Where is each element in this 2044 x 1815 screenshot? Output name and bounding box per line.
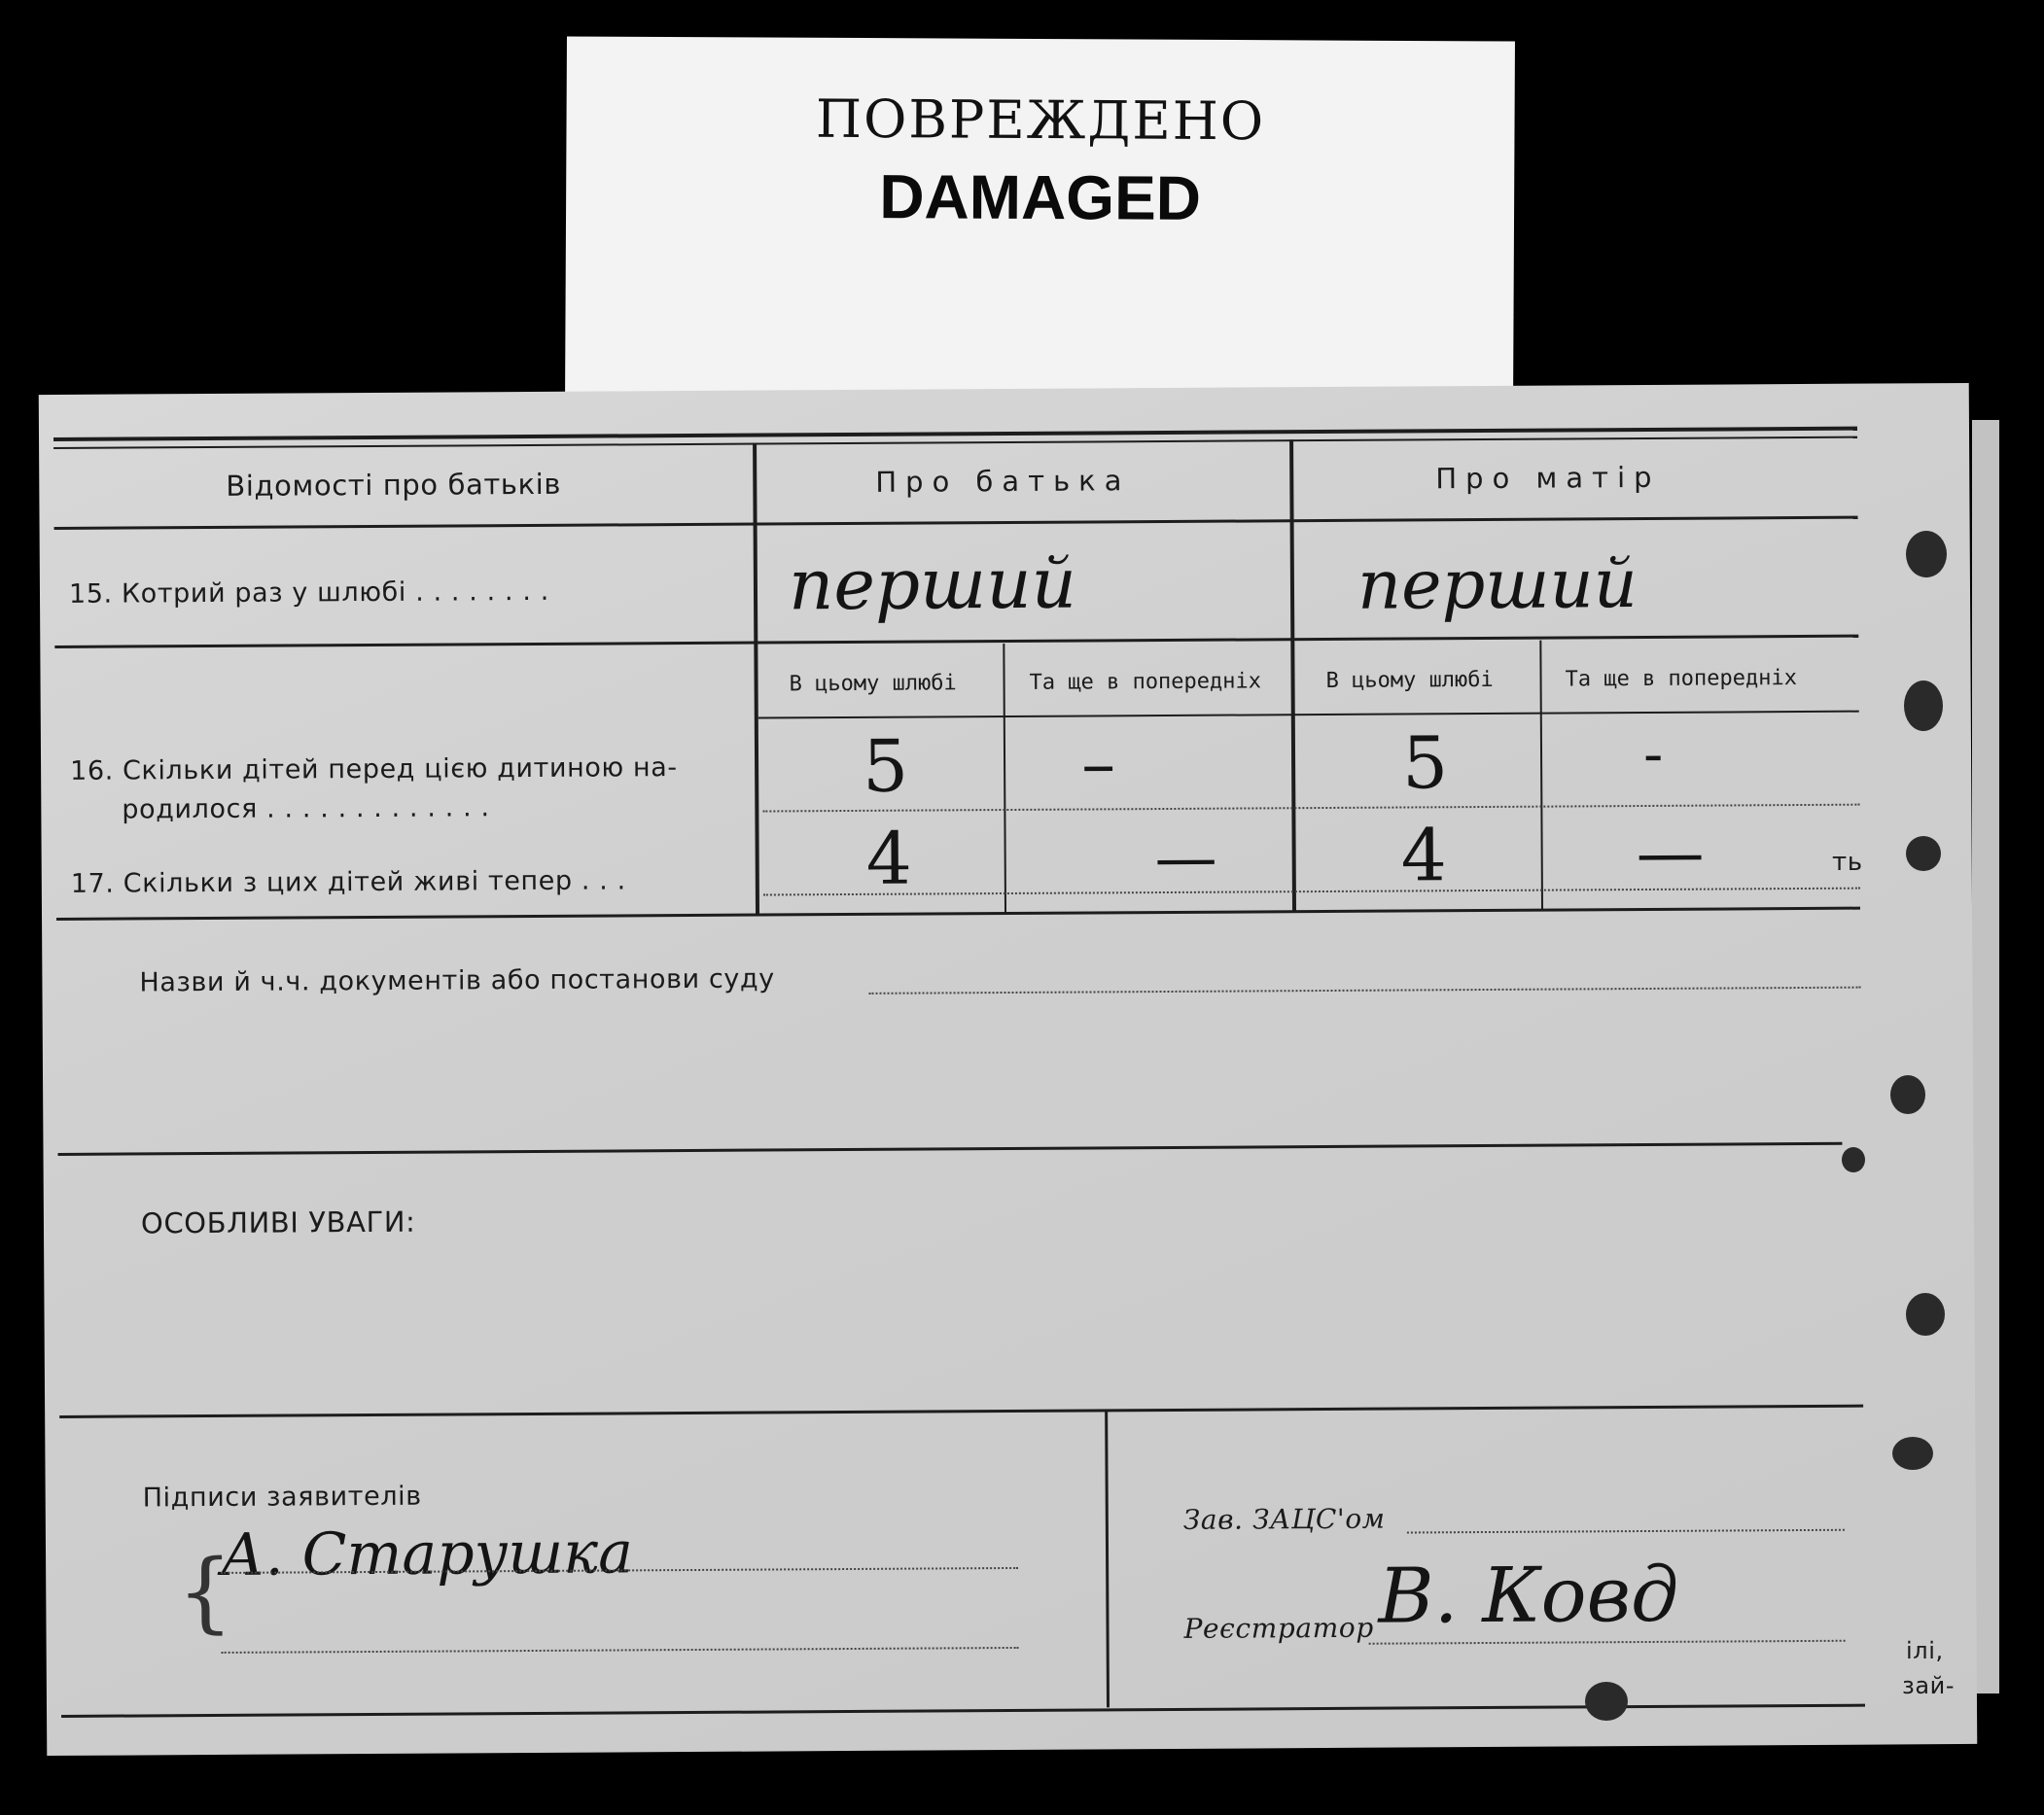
col-divider-1 — [753, 443, 759, 915]
registrar-label: Реєстратор — [1183, 1611, 1374, 1645]
row15-label: 15. Котрий раз у шлюбі . . . . . . . . — [68, 576, 549, 610]
document-sheet — [39, 383, 1978, 1756]
header-rule — [54, 516, 1858, 530]
row17-father-prev: — — [1154, 821, 1217, 895]
col-divider-2 — [1289, 439, 1296, 911]
applicant-signature: А. Старушка — [220, 1518, 634, 1589]
header-mother: Про матір — [1435, 460, 1661, 496]
edge-fragment-2: ілі, — [1906, 1637, 1944, 1664]
documents-dotted-line — [869, 987, 1861, 995]
binding-hole-5 — [1842, 1147, 1865, 1172]
sheet-edge — [1972, 420, 1999, 1693]
row16-father-prev: – — [1080, 723, 1116, 804]
remarks-label: ОСОБЛИВІ УВАГИ: — [140, 1204, 416, 1240]
row16-mother-prev: - — [1642, 719, 1664, 789]
row15-mother-value: перший — [1357, 543, 1639, 625]
registrar-line — [1369, 1640, 1846, 1645]
header-father: Про батька — [875, 464, 1131, 499]
edge-fragment-1: ть — [1832, 848, 1863, 877]
binding-hole-6 — [1906, 1293, 1945, 1336]
row16-mother-this: 5 — [1401, 721, 1449, 806]
applicant-line-2 — [222, 1647, 1019, 1654]
subcol-divider-mother — [1539, 641, 1543, 910]
table-bottom-rule — [56, 907, 1860, 921]
remarks-rule — [59, 1405, 1863, 1418]
registrar-signature: В. Ковд — [1378, 1551, 1679, 1641]
row17-father-this: 4 — [865, 817, 913, 901]
row16-father-this: 5 — [862, 724, 909, 809]
applicants-label: Підписи заявителів — [142, 1481, 422, 1514]
header-parents-info: Відомості про батьків — [226, 467, 562, 503]
row16-label-line2: родилося . . . . . . . . . . . . . — [122, 792, 490, 825]
subcol-divider-father — [1003, 644, 1006, 913]
damaged-label-card — [565, 36, 1515, 408]
binding-hole-7 — [1892, 1437, 1933, 1470]
damaged-label-en: DAMAGED — [879, 161, 1202, 233]
head-label: Зав. ЗАЦС'ом — [1182, 1502, 1386, 1536]
binding-hole-2 — [1904, 681, 1943, 731]
ink-blot — [1585, 1682, 1628, 1721]
subheader-rule — [758, 711, 1859, 719]
damaged-label-ru: ПОВРЕЖДЕНО — [815, 87, 1266, 153]
subheader-father-this: В цьому шлюбі — [789, 671, 957, 697]
documents-rule — [58, 1142, 1843, 1156]
subheader-father-prev: Та ще в попередніх — [1029, 669, 1262, 695]
row15-father-value: перший — [788, 541, 1077, 626]
binding-hole-1 — [1906, 531, 1947, 577]
edge-fragment-3: зай- — [1902, 1672, 1956, 1699]
binding-hole-4 — [1890, 1075, 1925, 1114]
row17-mother-this: 4 — [1400, 814, 1448, 898]
subheader-mother-prev: Та ще в попередніх — [1565, 666, 1798, 692]
applicants-brace: { — [176, 1540, 234, 1644]
documents-label: Назви й ч.ч. документів або постанови суду — [139, 963, 775, 998]
row17-label: 17. Скільки з цих дітей живі тепер . . . — [70, 865, 626, 899]
subheader-mother-this: В цьому шлюбі — [1325, 667, 1494, 693]
row17-mother-prev: — — [1636, 812, 1705, 893]
row16-label-line1: 16. Скільки дітей перед цією дитиною на- — [70, 752, 678, 786]
row16-dotted-rule — [762, 804, 1859, 813]
row15-rule — [54, 635, 1858, 648]
head-line — [1407, 1529, 1845, 1534]
binding-hole-3 — [1906, 836, 1941, 871]
signature-divider — [1105, 1411, 1110, 1707]
